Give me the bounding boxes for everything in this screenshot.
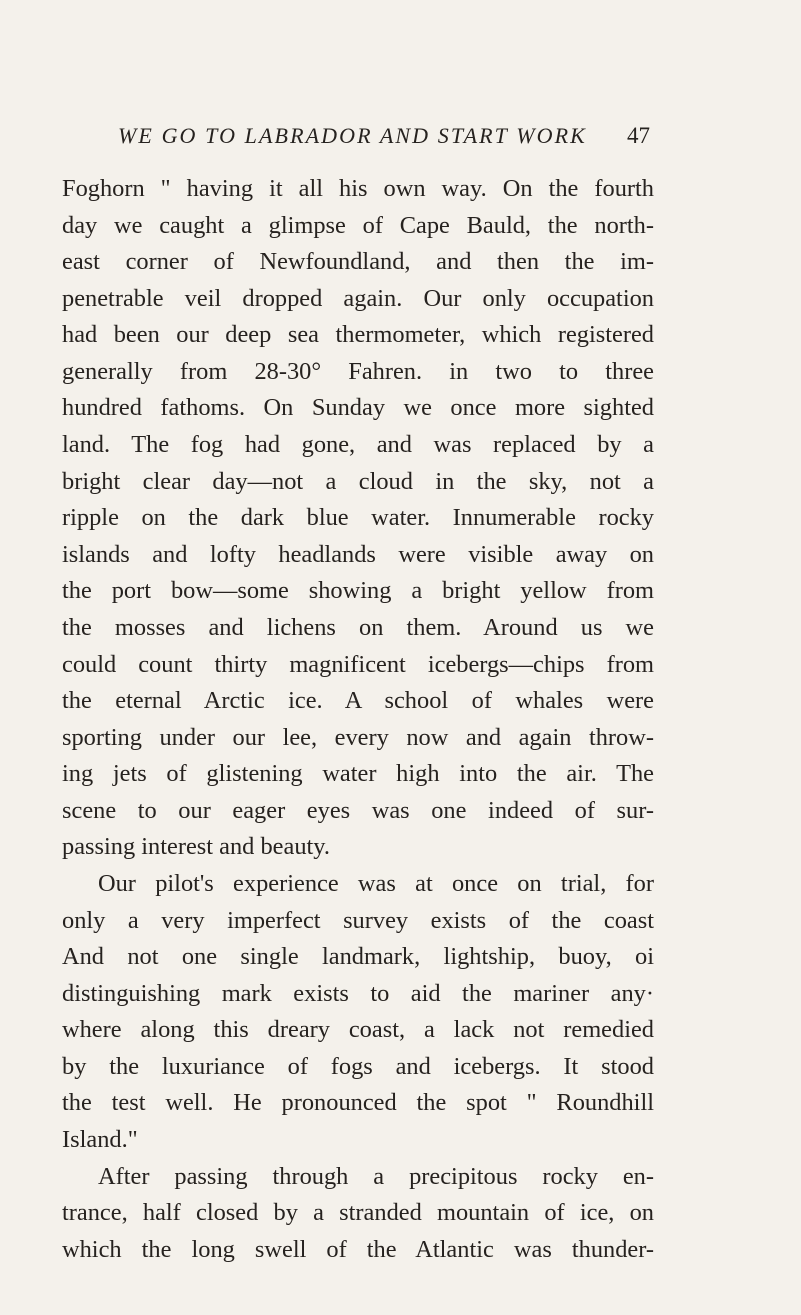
text-line: bright clear day—not a cloud in the sky, not a [62,467,654,495]
text-line: hundred fathoms. On Sunday we once more sighted [62,394,654,422]
text-line: ripple on the dark blue water. Innumerable rocky [62,504,654,532]
text-line: distinguishing mark exists to aid the mariner any· [62,979,654,1007]
text-line: After passing through a precipitous rocky en- [98,1162,654,1190]
body-text [62,171,654,1268]
text-line: generally from 28-30° Fahren. in two to three [62,357,654,385]
page-number: 47 [627,123,650,148]
text-line: had been our deep sea thermometer, which registered [62,321,654,349]
text-line: the port bow—some showing a bright yellow from [62,577,654,605]
text-line: could count thirty magnificent icebergs—chips from [62,650,654,678]
text-line: scene to our eager eyes was one indeed of sur- [62,796,654,824]
running-head [118,122,650,150]
text-line: ing jets of glistening water high into the air. The [62,760,654,788]
text-line: day we caught a glimpse of Cape Bauld, the north- [62,211,654,239]
text-line: islands and lofty headlands were visible away on [62,540,654,568]
text-line: penetrable veil dropped again. Our only occupation [62,284,654,312]
text-line: which the long swell of the Atlantic was thunder- [62,1235,654,1263]
text-line: And not one single landmark, lightship, buoy, oi [62,943,654,971]
text-line: the eternal Arctic ice. A school of whales were [62,687,654,715]
text-line: passing interest and beauty. [62,833,330,861]
text-line: land. The fog had gone, and was replaced by a [62,431,654,459]
text-line: where along this dreary coast, a lack not remedied [62,1016,654,1044]
text-line: the test well. He pronounced the spot " Roundhill [62,1089,654,1117]
text-line: Foghorn " having it all his own way. On the fourth [62,175,654,202]
text-line: sporting under our lee, every now and again throw- [62,723,654,751]
text-line: trance, half closed by a stranded mountain of ice, on [62,1199,654,1227]
text-line: Our pilot's experience was at once on trial, for [98,869,654,897]
text-line: east corner of Newfoundland, and then the im- [62,248,654,276]
text-line: Island." [62,1126,138,1154]
running-title: WE GO TO LABRADOR AND START WORK [118,123,587,148]
text-line: the mosses and lichens on them. Around us we [62,613,654,641]
text-line: only a very imperfect survey exists of the coast [62,906,654,934]
text-line: by the luxuriance of fogs and icebergs. It stood [62,1052,654,1080]
